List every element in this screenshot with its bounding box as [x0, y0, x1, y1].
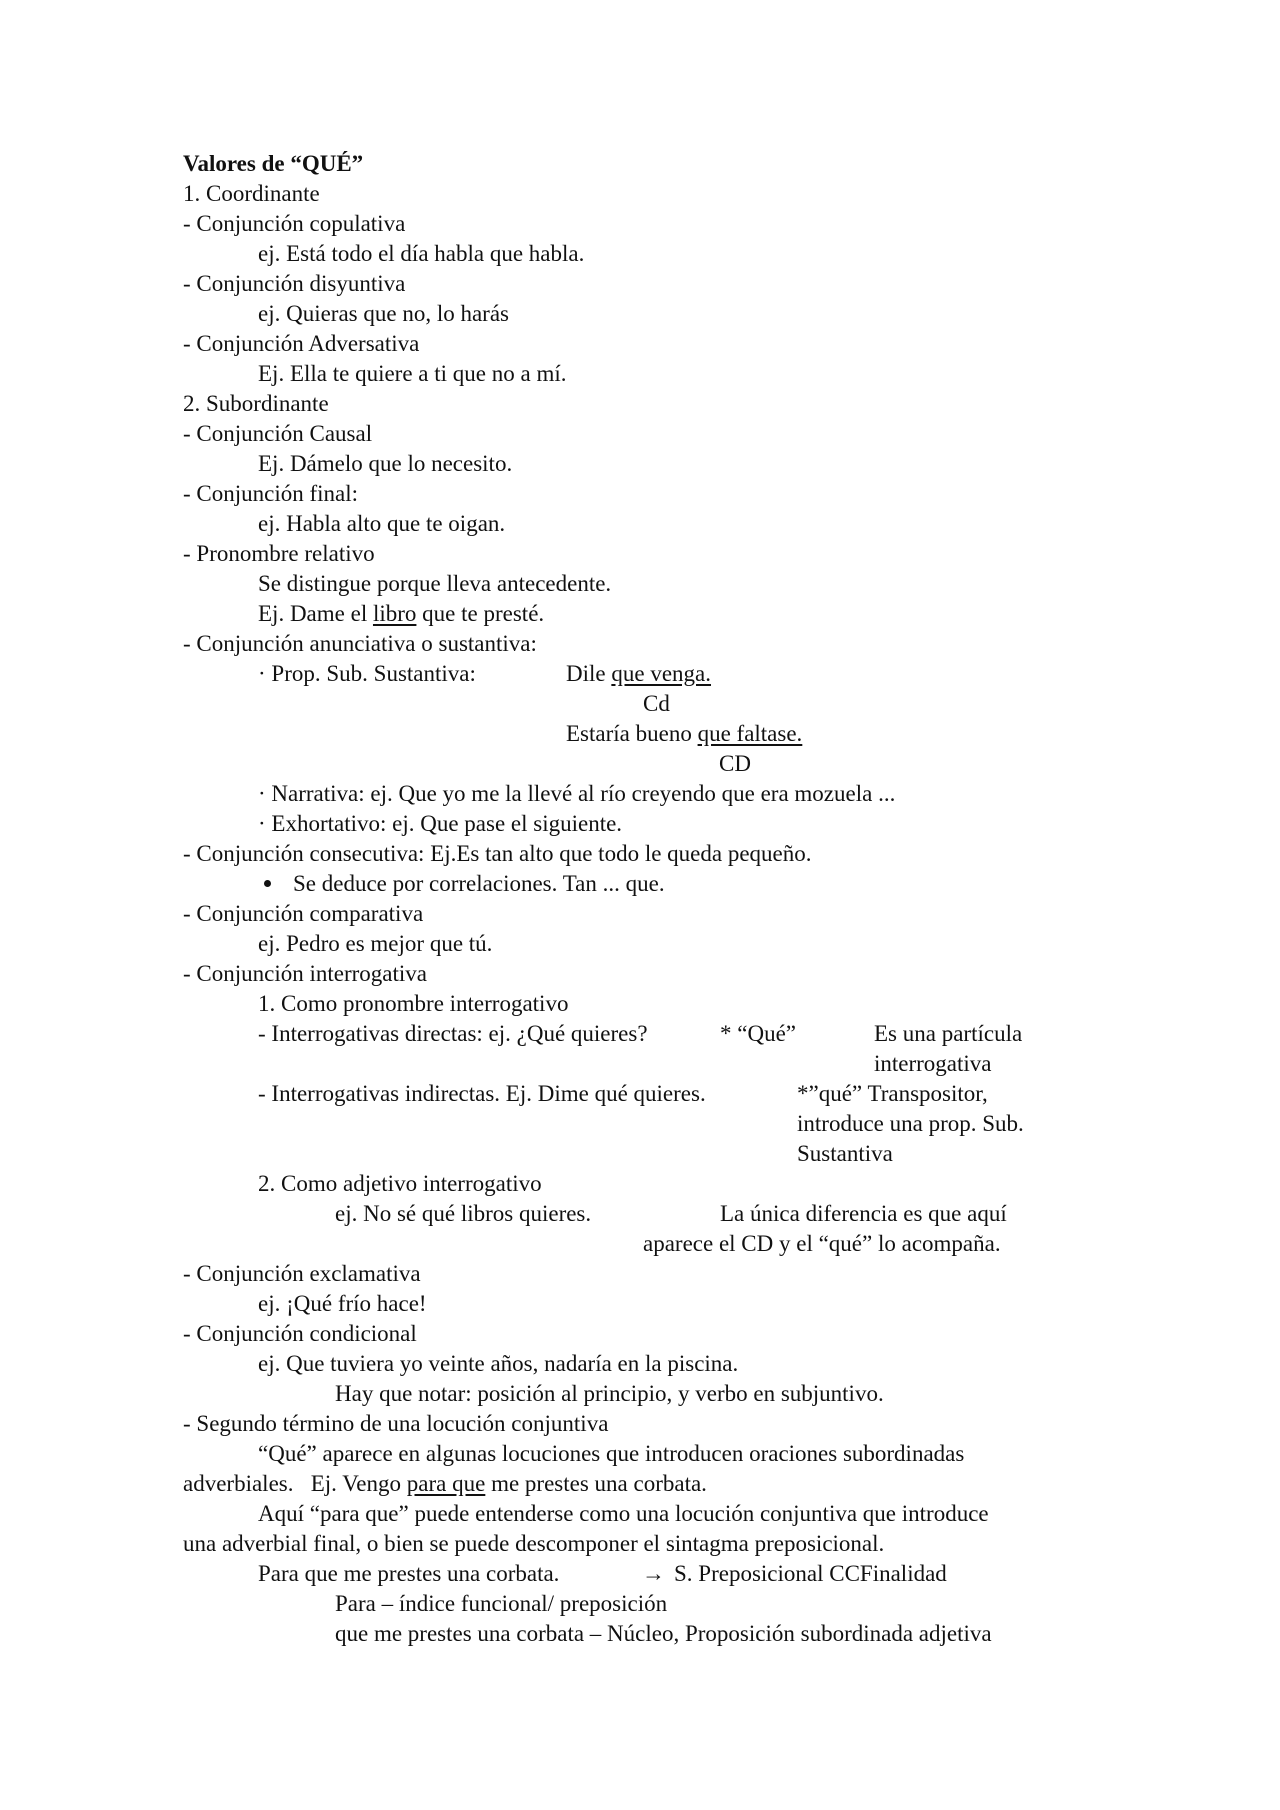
example-relativo-post: que te presté. [416, 601, 545, 626]
note-interrogativa-adjetivo-2: aparece el CD y el “qué” lo acompaña. [643, 1231, 1001, 1256]
item-comparativa: - Conjunción comparativa [183, 901, 424, 926]
example-para-que-result: S. Preposicional CCFinalidad [674, 1561, 947, 1586]
example-relativo [258, 600, 544, 628]
analysis-para: Para – índice funcional/ preposición [335, 1591, 668, 1616]
example-disyuntiva: ej. Quieras que no, lo harás [258, 301, 510, 326]
interrogativas-indirectas-note1: *”qué” Transpositor, [797, 1081, 988, 1106]
example-estaria-pre: Estaría bueno [566, 721, 698, 746]
paragraph-segundo-4: una adverbial final, o bien se puede descomponer el sintagma preposicional. [183, 1531, 885, 1556]
interrogativas-indirectas-note2: introduce una prop. Sub. [797, 1111, 1024, 1136]
section-heading-subordinante: 2. Subordinante [183, 391, 329, 416]
paragraph-segundo-1: “Qué” aparece en algunas locuciones que introducen oraciones subordinadas [258, 1441, 965, 1466]
item-relativo: - Pronombre relativo [183, 541, 375, 566]
example-dile-pre: Dile [566, 661, 612, 686]
arrow-icon: → [642, 1561, 665, 1586]
example-adversativa: Ej. Ella te quiere a ti que no a mí. [258, 361, 567, 386]
interrogativas-directas-note1: Es una partícula [874, 1021, 1023, 1046]
interrogativas-directas: - Interrogativas directas: ej. ¿Qué quieres? [258, 1021, 648, 1046]
paragraph-segundo-2-pre: adverbiales. Ej. Vengo [183, 1471, 407, 1496]
example-dile [566, 660, 711, 688]
item-consecutiva: - Conjunción consecutiva: Ej.Es tan alto que todo le queda pequeño. [183, 841, 812, 866]
item-narrativa: · Narrativa: ej. Que yo me la llevé al río creyendo que era mozuela ... [258, 781, 896, 806]
interrogativas-indirectas: - Interrogativas indirectas. Ej. Dime qué quieres. [258, 1081, 706, 1106]
example-relativo-underlined: libro [372, 601, 417, 626]
example-dile-underlined: que venga. [611, 661, 711, 686]
example-final: ej. Habla alto que te oigan. [258, 511, 506, 536]
item-adversativa: - Conjunción Adversativa [183, 331, 420, 356]
example-para-que: Para que me prestes una corbata. [258, 1561, 560, 1586]
item-anunciativa: - Conjunción anunciativa o sustantiva: [183, 631, 537, 656]
item-final: - Conjunción final: [183, 481, 359, 506]
note-relativo: Se distingue porque lleva antecedente. [258, 571, 612, 596]
section-heading-coordinante: 1. Coordinante [183, 181, 320, 206]
interrogativas-directas-mark: * “Qué” [720, 1021, 796, 1046]
paragraph-segundo-2 [183, 1470, 707, 1498]
bullet-consecutiva-text: Se deduce por correlaciones. Tan ... que. [293, 871, 665, 896]
example-exclamativa: ej. ¡Qué frío hace! [258, 1291, 427, 1316]
item-exhortativo: · Exhortativo: ej. Que pase el siguiente. [258, 811, 623, 836]
example-relativo-pre: Ej. Dame el [258, 601, 373, 626]
example-copulativa: ej. Está todo el día habla que habla. [258, 241, 585, 266]
interrogativa-pronombre: 1. Como pronombre interrogativo [258, 991, 569, 1016]
bullet-dot [264, 880, 271, 887]
item-segundo-termino: - Segundo término de una locución conjuntiva [183, 1411, 609, 1436]
note-condicional: Hay que notar: posición al principio, y verbo en subjuntivo. [335, 1381, 884, 1406]
note-interrogativa-adjetivo-1: La única diferencia es que aquí [720, 1201, 1007, 1226]
example-estaria-underlined: que faltase. [697, 721, 803, 746]
item-causal: - Conjunción Causal [183, 421, 373, 446]
analysis-que: que me prestes una corbata – Núcleo, Proposición subordinada adjetiva [335, 1621, 992, 1646]
label-prop-sub-sustantiva: · Prop. Sub. Sustantiva: [258, 661, 476, 686]
item-exclamativa: - Conjunción exclamativa [183, 1261, 421, 1286]
example-condicional: ej. Que tuviera yo veinte años, nadaría en la piscina. [258, 1351, 739, 1376]
tag-cd-lower: Cd [643, 691, 670, 716]
paragraph-segundo-2-post: me prestes una corbata. [485, 1471, 707, 1496]
tag-cd-upper: CD [719, 751, 751, 776]
example-comparativa: ej. Pedro es mejor que tú. [258, 931, 493, 956]
paragraph-segundo-2-underlined: para que [406, 1471, 486, 1496]
item-disyuntiva: - Conjunción disyuntiva [183, 271, 406, 296]
item-copulativa: - Conjunción copulativa [183, 211, 406, 236]
example-interrogativa-adjetivo: ej. No sé qué libros quieres. [335, 1201, 592, 1226]
bullet-consecutiva [264, 870, 665, 898]
paragraph-segundo-3: Aquí “para que” puede entenderse como una locución conjuntiva que introduce [258, 1501, 989, 1526]
item-condicional: - Conjunción condicional [183, 1321, 417, 1346]
example-causal: Ej. Dámelo que lo necesito. [258, 451, 513, 476]
example-estaria [566, 720, 802, 748]
interrogativas-directas-note2: interrogativa [874, 1051, 992, 1076]
page-title: Valores de “QUÉ” [183, 151, 364, 176]
item-interrogativa: - Conjunción interrogativa [183, 961, 427, 986]
interrogativas-indirectas-note3: Sustantiva [797, 1141, 893, 1166]
interrogativa-adjetivo: 2. Como adjetivo interrogativo [258, 1171, 542, 1196]
